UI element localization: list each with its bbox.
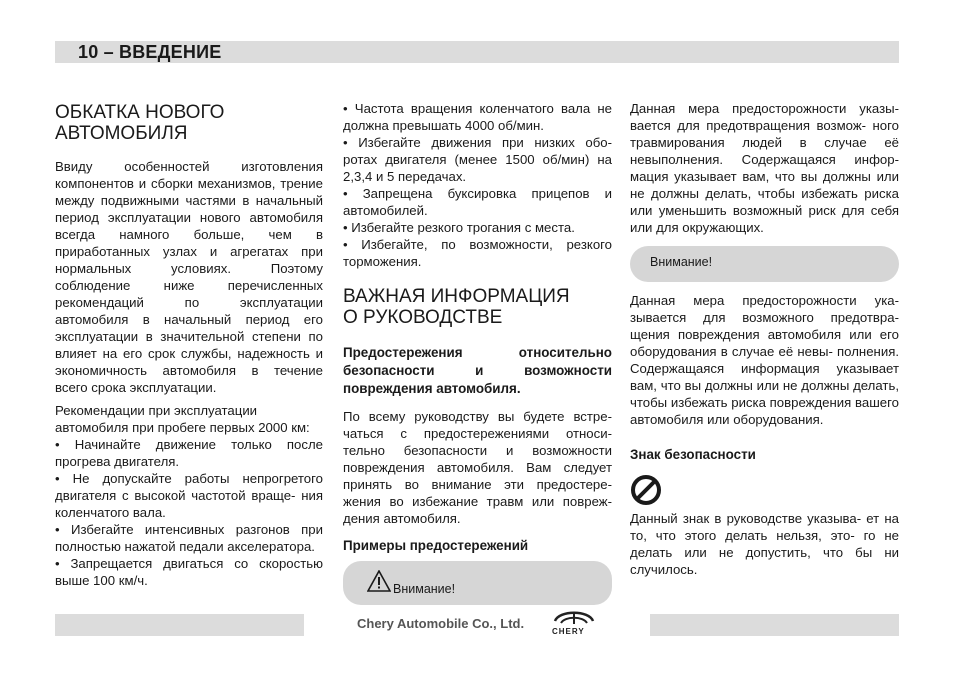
list-item: • Частота вращения коленчатого вала не должна превышать 4000 об/мин. [343,100,612,134]
column-3 [630,100,899,578]
list-item: • Избегайте движения при низких обо- ротах двигателя (менее 1500 об/мин) на 2,3,4 и 5 передачах. [343,134,612,185]
section-title-line: ВАЖНАЯ ИНФОРМАЦИЯ [343,286,570,307]
footer-company: Chery Automobile Co., Ltd. [357,616,525,631]
list-item: • Избегайте, по возможности, резкого торможения. [343,236,612,270]
warning-label: Внимание! [393,582,456,596]
recommendations-intro: Рекомендации при эксплуатации автомобиля при пробеге первых 2000 км: [55,403,310,435]
injury-warning-paragraph: Данная мера предосторожности указы- вается для предотвращения возмож- ного травмирования людей в случае её невыполнения. Содержащаяся инфор- мация указывает вам, что вы должны или не должны делать, чтобы избежать риска или уменьшить возможный риск для себя или для окружающих. [630,101,899,235]
break-in-paragraph: Ввиду особенностей изготовления компонентов и сборки механизмов, трение между подвижными частями в начальный период эксплуатации нового автомобиля всегда намного больше, чем в приработанных узлах и агрегатах при нормальных условиях. Поэтому соблюдение ниже перечисленных рекомендаций по эксплуатации автомобиля в начальный период его эксплуатации в значительной степени по влияет на его срок службы, надежность и экономичность автомобиля в течение всего срока эксплуатации. [55,159,323,395]
warning-box [343,561,612,605]
section-title-line: О РУКОВОДСТВЕ [343,307,503,328]
caution-box [630,246,899,282]
continued-list [343,100,612,270]
prohibition-icon [630,474,662,506]
safety-sign-paragraph: Данный знак в руководстве указыва- ет на то, что этого делать нельзя, это- го не делать или не допустить, что бы ни случилось. [630,511,899,577]
list-item: • Запрещается двигаться со скоростью выше 100 км/ч. [55,555,323,589]
list-item: • Избегайте резкого трогания с места. [343,219,612,236]
section-title-break-in [55,102,323,144]
section-title-line: ОБКАТКА НОВОГО [55,102,225,123]
break-in-list [55,436,323,589]
footer-logo-text: CHERY [552,627,585,636]
section-title-line: АВТОМОБИЛЯ [55,123,188,144]
examples-heading: Примеры предостережений [343,538,529,553]
footer-bar-left [55,614,304,636]
page-title: 10 – ВВЕДЕНИЕ [78,42,222,62]
footer-bar-right [650,614,899,636]
column-1 [55,100,323,589]
warnings-subheading: Предостережения относительно безопасности и возможности повреждения автомобиля. [343,345,612,396]
list-item: • Избегайте интенсивных разгонов при полностью нажатой педали акселератора. [55,521,323,555]
list-item: • Не допускайте работы непрогретого двигателя с высокой частотой враще- ния коленчатого вала. [55,470,323,521]
caution-label: Внимание! [650,255,713,269]
warning-triangle-icon [367,570,391,592]
damage-warning-paragraph: Данная мера предосторожности ука- зывается для возможного предотвра- щения повреждения автомобиля или его оборудования в случае её невы- полнения. Содержащаяся информация указывает вам, что вы должны или не должны делать, чтобы избежать риска повреждения вашего автомобиля или оборудования. [630,293,899,427]
safety-sign-heading: Знак безопасности [630,447,756,462]
list-item: • Начинайте движение только после прогрева двигателя. [55,436,323,470]
list-item: • Запрещена буксировка прицепов и автомобилей. [343,185,612,219]
warnings-paragraph: По всему руководству вы будете встре- чаться с предостережениями относи- тельно безопасности и возможности повреждения автомобиля. Вам следует принять во внимание эти предостере- жения во избежание травм или повреж- дения автомобиля. [343,409,612,526]
column-2 [343,100,612,605]
section-title-manual-info [343,286,612,328]
